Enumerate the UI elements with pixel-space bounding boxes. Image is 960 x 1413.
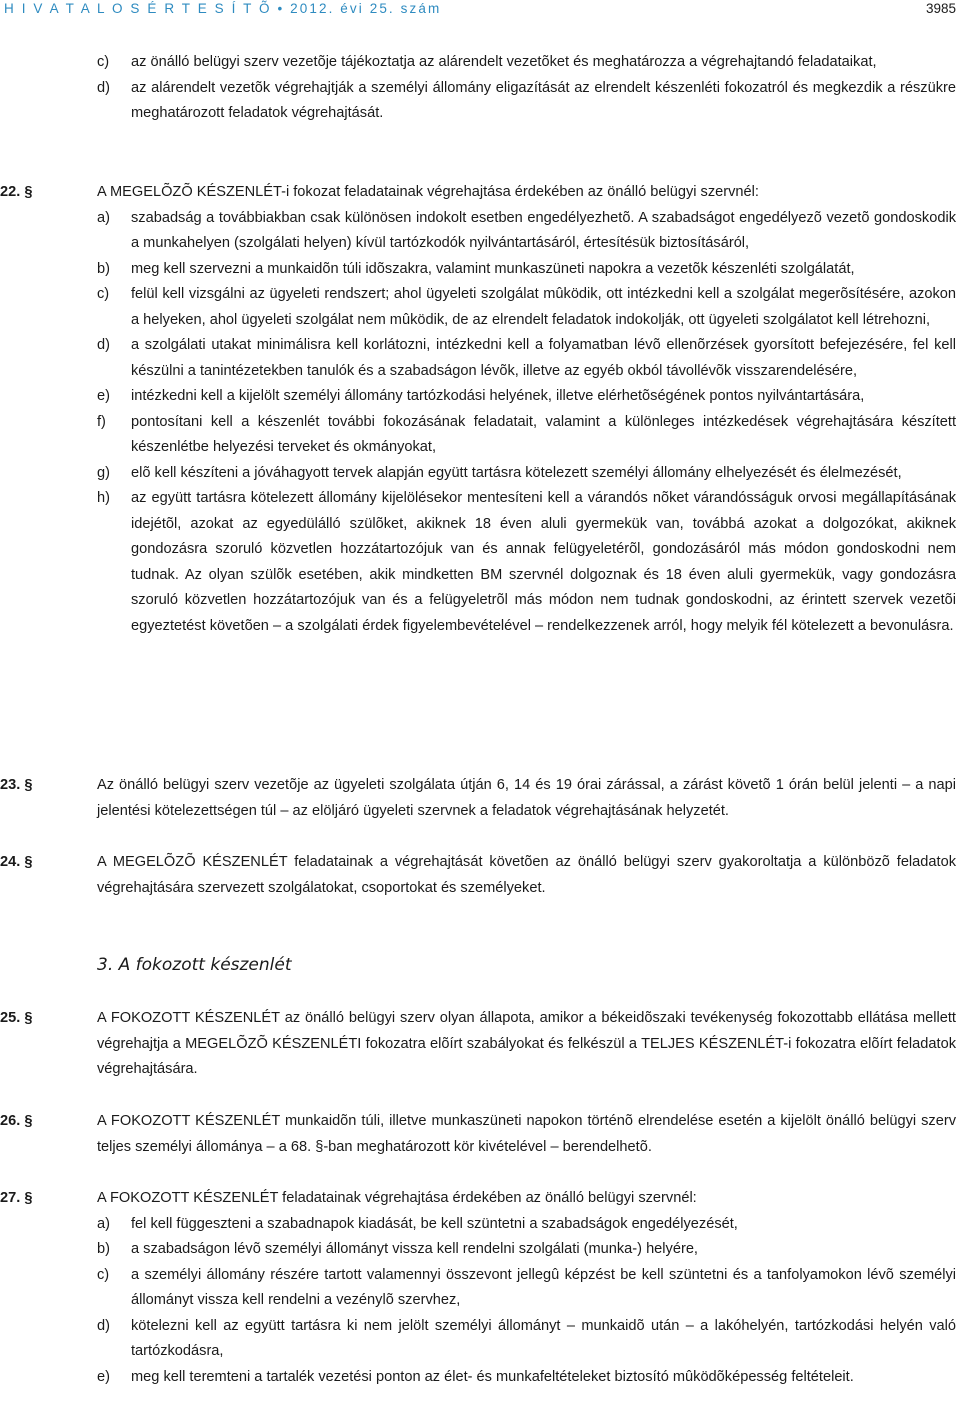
item-text: szabadság a továbbiakban csak különösen indokolt esetben engedélyezhetõ. A szabadságot engedélyezõ vezetõ gondoskodik a munkahelyen (szolgálati helyen) kívül tartózkodók nyilvántartásáról, értesítésük biztosításáról, (131, 209, 956, 251)
item-label: f) (97, 413, 106, 430)
list-item (97, 282, 956, 333)
item-label: d) (97, 337, 110, 353)
page-number: 3985 (925, 1, 956, 16)
section-number: 24. § (0, 854, 33, 870)
item-text: az önálló belügyi szerv vezetõje tájékoztatja az alárendelt vezetõket és meghatározza a végrehajtandó feladataikat, (131, 54, 877, 70)
section-text: Az önálló belügyi szerv vezetõje az ügyeleti szolgálata útján 6, 14 és 19 órai zárással, a zárást követõ 1 órán belül jelenti – a napi jelentési kötelezettségen túl – az elöljáró ügyeleti szervnek a feladatok végrehajtásának helyzetét. (97, 777, 956, 819)
item-text: fel kell függeszteni a szabadnapok kiadását, be kell szüntetni a szabadságok engedélyezését, (131, 1215, 738, 1232)
item-text: az együtt tartásra kötelezett állomány kijelölésekor mentesíteni kell a várandós nõket várandósságuk orvosi megállapításának idejétõl, azokat az egyedülálló szülõket, akiknek 18 éven aluli gyermekük van, továbbá azokat a dolgozókat, akiknek gondozásra szoruló közvetlen hozzátartozójuk van és annak felügyeletérõl, gondozásáról más módon gondoskodni nem tudnak. Az olyan szülõk esetében, akik mindketten BM szervnél dolgoznak és 18 éven aluli gyermekük, vagy gondozásra szoruló közvetlen hozzátartozójuk van és a felügyeletrõl más módon nem tudnak gondoskodni, az érintett szervek vezetõi egyeztetést követõen – a szolgálati érdek figyelembevételével – rendelkezzenek arról, hogy melyik fél kötelezett a bevonulásra. (131, 490, 956, 634)
item-text: intézkedni kell a kijelölt személyi állomány tartózkodási helyének, illetve elérhetõségének pontos nyilvántartására, (131, 388, 865, 404)
list-item (97, 410, 956, 461)
list-item (97, 1263, 956, 1314)
item-label: h) (97, 490, 110, 506)
list-item (97, 1314, 956, 1365)
item-text: meg kell teremteni a tartalék vezetési ponton az élet- és munkafeltételeket biztosító mûködõképesség feltételeit. (131, 1368, 854, 1385)
item-label: a) (97, 1215, 110, 1232)
item-label: d) (97, 79, 110, 96)
section-number: 27. § (0, 1190, 33, 1206)
item-label: b) (97, 260, 110, 277)
section-text: A FOKOZOTT KÉSZENLÉT az önálló belügyi szerv olyan állapota, amikor a békeidõszaki tevékenység fokozottabb ellátása mellett végrehajtja a MEGELÕZÕ KÉSZENLÉTI fokozatra elõírt szabályokat és felkészül a TELJES KÉSZENLÉT-i fokozatra elõírt feladatok végrehajtására. (97, 1010, 956, 1077)
list-item (97, 76, 956, 127)
section-number: 26. § (0, 1113, 33, 1129)
list-item (97, 206, 956, 257)
item-text: a szabadságon lévõ személyi állományt vissza kell rendelni szolgálati (munka-) helyére, (131, 1241, 698, 1257)
item-label: e) (97, 1368, 110, 1385)
section-number: 23. § (0, 777, 33, 793)
item-text: pontosítani kell a készenlét további fokozásának feladatait, valamint a különleges intézkedések végrehajtására készített készenlétbe helyezési terveket és okmányokat, (131, 413, 956, 455)
item-label: b) (97, 1241, 110, 1257)
item-label: d) (97, 1317, 110, 1334)
page-header (0, 0, 960, 22)
list-item (97, 1237, 956, 1263)
section-number: 22. § (0, 184, 33, 200)
list-item (97, 257, 956, 283)
list-item (97, 486, 956, 639)
item-text: a személyi állomány részére tartott valamennyi összevont jellegû képzést be kell szüntetni és a tanfolyamokon lévõ személyi állományt vissza kell rendelni a vezénylõ szervhez, (131, 1266, 956, 1308)
item-text: elõ kell készíteni a jóváhagyott tervek alapján együtt tartásra kötelezett személyi állomány elhelyezését és élelmezését, (131, 464, 902, 481)
section-text: A FOKOZOTT KÉSZENLÉT feladatainak végrehajtása érdekében az önálló belügyi szervnél: (97, 1190, 697, 1206)
list-item (97, 50, 956, 76)
section-number: 25. § (0, 1010, 33, 1026)
list-item (97, 461, 956, 487)
section-text: A MEGELÕZÕ KÉSZENLÉT-i fokozat feladatainak végrehajtása érdekében az önálló belügyi szervnél: (97, 184, 759, 200)
item-label: g) (97, 464, 110, 481)
item-text: a szolgálati utakat minimálisra kell korlátozni, intézkedni kell a folyamatban lévõ ellenõrzések gyorsított befejezésére, fel kell készülni a tanintézetekben tanulók és a szabadságon lévõk, illetve az egyéb okból távollévõk visszarendelésére, (131, 337, 956, 379)
item-text: felül kell vizsgálni az ügyeleti rendszert; ahol ügyeleti szolgálat mûködik, ott intézkedni kell a szolgálat megerõsítésére, azokon a helyeken, ahol ügyeleti szolgálat nem mûködik, de az elrendelt feladatok indokolják, ott ügyeleti szolgálatot kell létrehozni, (131, 286, 956, 328)
list-item (97, 333, 956, 384)
item-label: c) (97, 54, 110, 70)
section-text: A MEGELÕZÕ KÉSZENLÉT feladatainak a végrehajtását követõen az önálló belügyi szerv gyakoroltatja a különbözõ feladatok végrehajtására szervezett szolgálatokat, csoportokat és személyeket. (97, 854, 956, 896)
journal-title: H I V A T A L O S É R T E S Í T Õ • 2012. évi 25. szám (4, 1, 442, 16)
list-item (97, 1365, 956, 1391)
item-text: meg kell szervezni a munkaidõn túli idõszakra, valamint munkaszüneti napokra a vezetõk készenléti szolgálatát, (131, 260, 855, 277)
item-label: a) (97, 209, 110, 226)
item-text: kötelezni kell az együtt tartásra ki nem jelölt személyi állományt – munkaidõ után – a lakóhelyén, tartózkodási helyén való tartózkodásra, (131, 1317, 956, 1359)
list-item (97, 1212, 956, 1238)
item-label: e) (97, 388, 110, 404)
item-text: az alárendelt vezetõk végrehajtják a személyi állomány eligazítását az elrendelt készenléti fokozatról és megkezdik a részükre meghatározott feladatok végrehajtását. (131, 79, 956, 121)
list-item (97, 384, 956, 410)
item-label: c) (97, 286, 110, 302)
item-label: c) (97, 1266, 110, 1283)
section-text: A FOKOZOTT KÉSZENLÉT munkaidõn túli, illetve munkaszüneti napokon történõ elrendelése esetén a kijelölt önálló belügyi szerv teljes személyi állománya – a 68. §-ban meghatározott kör kivételével – berendelhetõ. (97, 1113, 956, 1155)
subheading: 3. A fokozott készenlét (97, 955, 292, 975)
